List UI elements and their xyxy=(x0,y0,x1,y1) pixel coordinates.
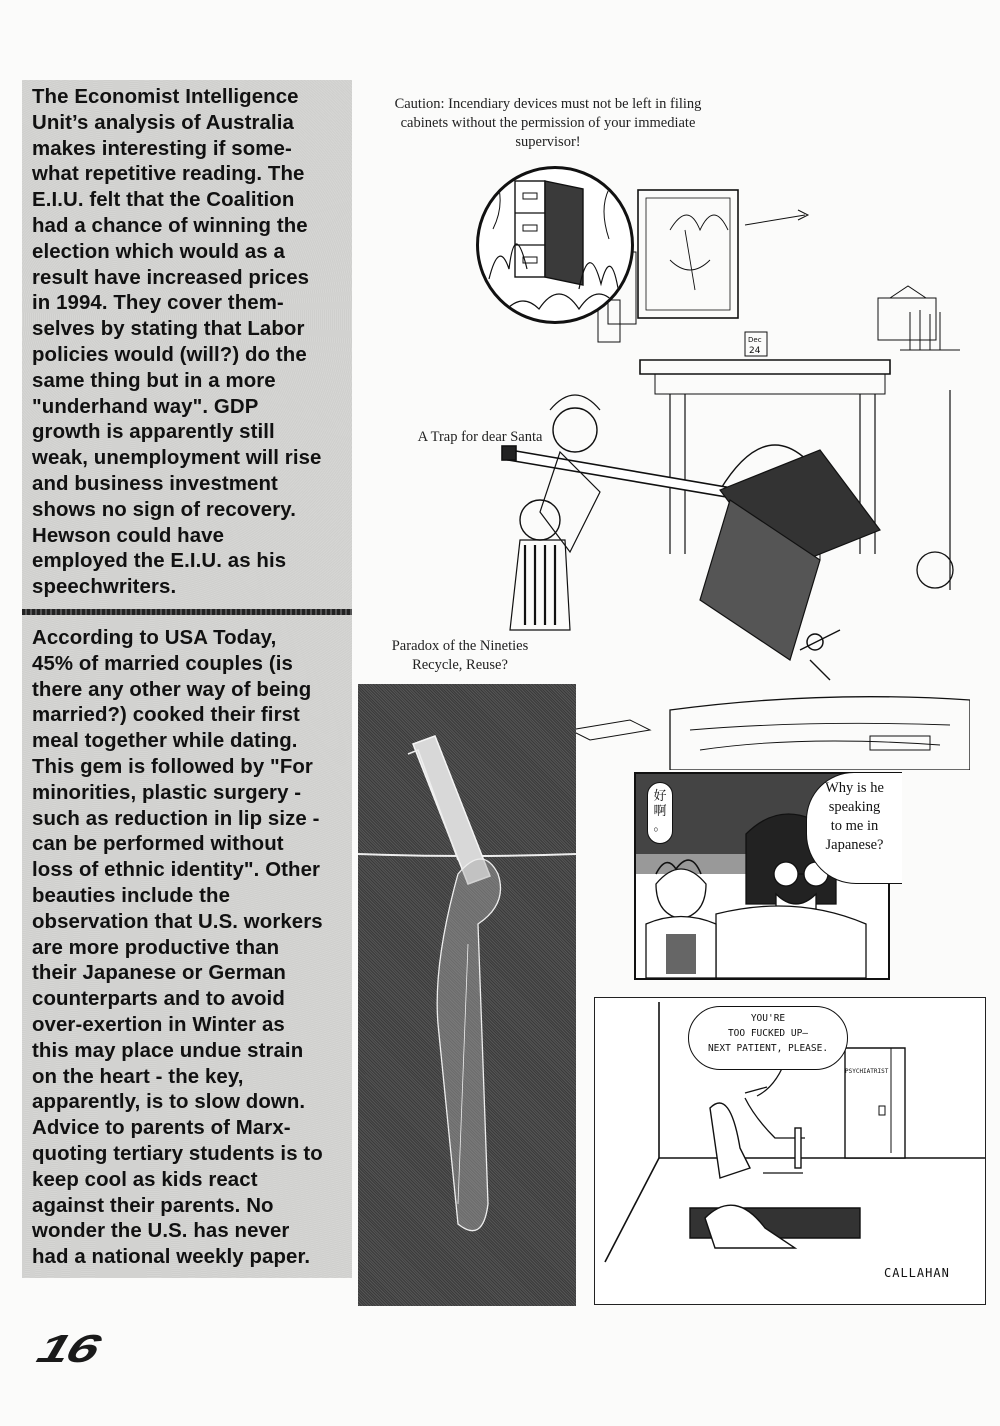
recycled-condom-photo xyxy=(358,684,576,1306)
article-usa-today: According to USA Today, 45% of married couples (is there any other way of being married?) cooked their first meal together while dating. This gem is followed by "For minorities, plastic surgery - such as reduction in lip size - can be performed without loss of ethnic identity". Other beauties include the observation that U.S. workers are more productive than their Japanese or German counterparts and to avoid over-exertion in Winter as this may place undue strain on the heart - the key, apparently, is to slow down. Advice to parents of Marx- quoting tertiary students is to keep cool as kids react against their parents. No wonder the U.S. has never had a national weekly paper. xyxy=(32,627,323,1269)
left-text-column xyxy=(22,80,352,1278)
psychiatrist-door-sign: PSYCHIATRIST xyxy=(845,1068,889,1075)
caption-caution: Caution: Incendiary devices must not be left in filing cabinets without the permission of your immediate supervisor! xyxy=(394,96,702,150)
article-eiu-australia: The Economist Intelligence Unit’s analysis of Australia makes interesting if some- what repetitive reading. The E.I.U. felt that the Coalition had a chance of winning the election which would as a result have increased prices in 1994. They cover them- selves by stating that Labor policies would (will?) do the same thing but in a more "underhand way". GDP growth is apparently still weak, unemployment will rise and business investment shows no sign of recovery. Hewson could have employed the E.I.U. as his speechwriters. xyxy=(32,86,322,599)
caption-paradox: Paradox of the Nineties Recycle, Reuse? xyxy=(391,638,529,673)
caption-santa-trap: A Trap for dear Santa xyxy=(417,429,543,445)
japanese-speech-bubble: 好 啊 。 xyxy=(647,782,673,844)
psychiatrist-speech-bubble: YOU'RE TOO FUCKED UP— NEXT PATIENT, PLEASE. xyxy=(688,1006,848,1070)
cartoonist-signature: CALLAHAN xyxy=(884,1266,950,1280)
burning-filing-cabinet-illustration xyxy=(476,166,634,324)
english-speech-bubble: Why is he speaking to me in Japanese? xyxy=(806,772,902,884)
column-divider xyxy=(22,609,352,615)
fairy-picture-frame xyxy=(638,190,738,318)
svg-text:24: 24 xyxy=(749,346,761,356)
page-number: 16 xyxy=(27,1326,112,1371)
svg-text:Dec: Dec xyxy=(748,336,762,344)
